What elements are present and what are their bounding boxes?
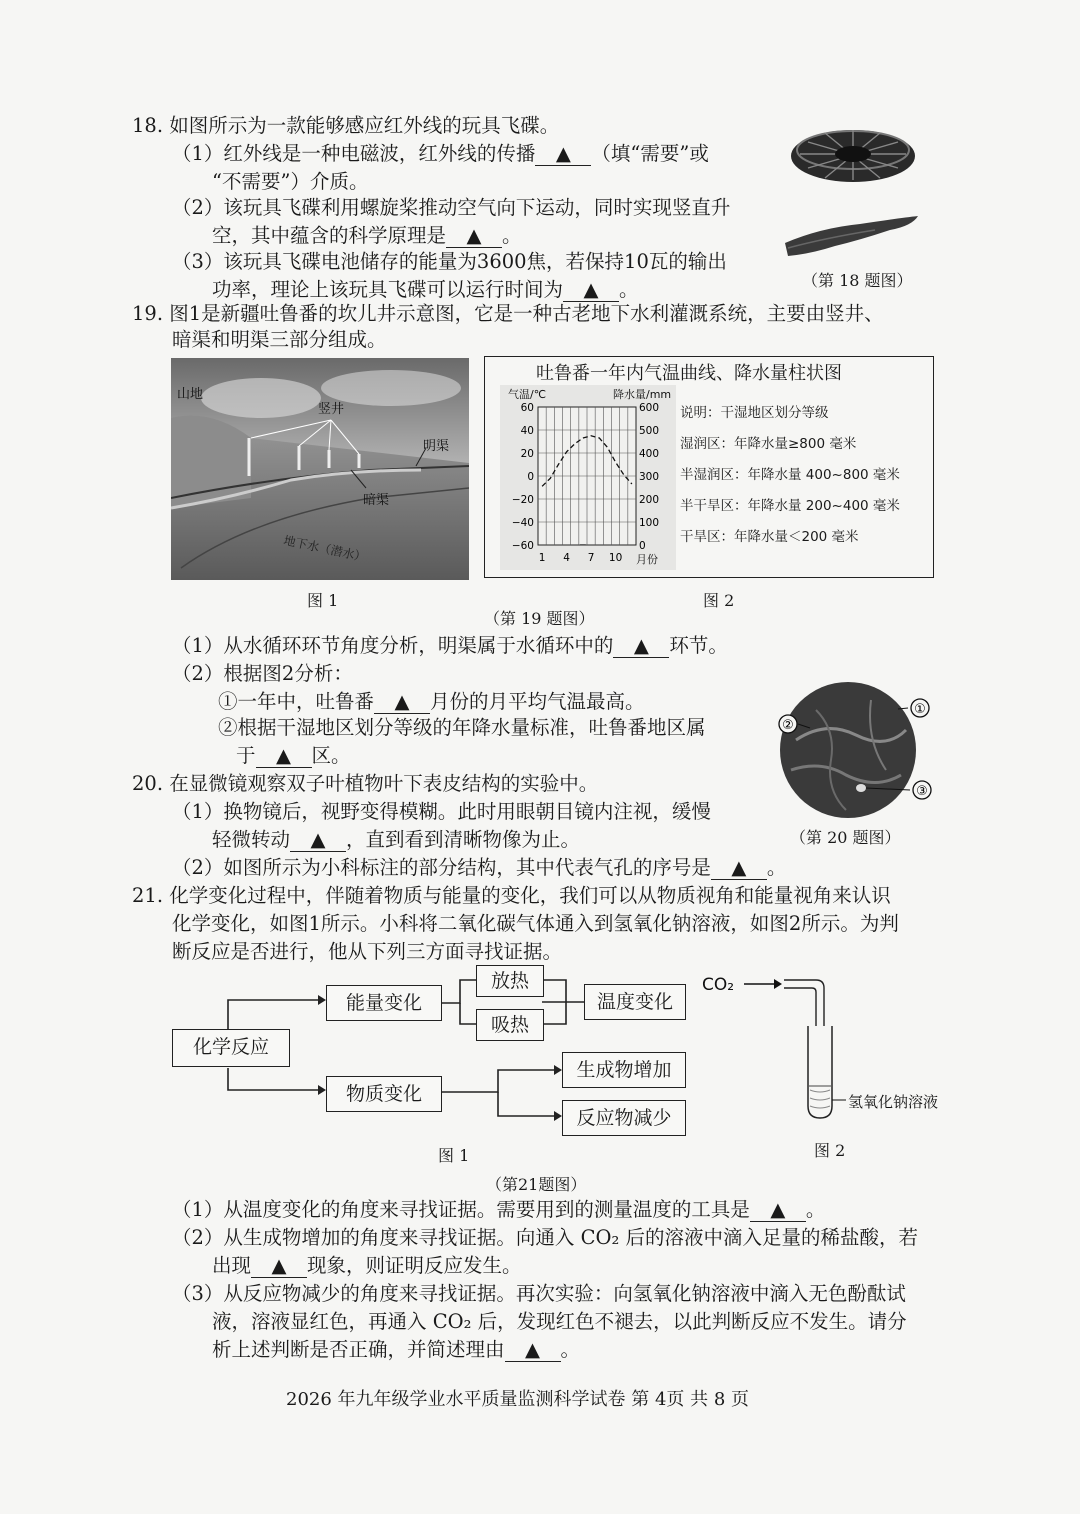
heat-absorb-box: 吸热: [476, 1009, 544, 1041]
q20-part1: （1）换物镜后，视野变得模糊。此时用眼朝目镜内注视，缓慢: [172, 800, 711, 823]
q19-stem: 19. 图1是新疆吐鲁番的坎儿井示意图，它是一种古老地下水利灌溉系统，主要由竖井、: [132, 302, 884, 325]
answer-blank[interactable]: ▲: [711, 857, 767, 880]
matter-change-box: 物质变化: [326, 1076, 442, 1112]
precip-bar: [580, 544, 586, 545]
q18-part3-cont: 功率，理论上该玩具飞碟可以运行时间为 ▲ 。: [212, 278, 639, 301]
marker-1: ①: [914, 702, 926, 717]
chart-title: 吐鲁番一年内气温曲线、降水量柱状图: [536, 363, 842, 384]
temp-tick-label: −40: [511, 517, 534, 529]
temp-tick-label: 40: [520, 425, 534, 437]
q19-part2-2-cont: 于 ▲ 区。: [236, 744, 351, 767]
answer-blank[interactable]: ▲: [750, 1199, 806, 1222]
chemical-reaction-box: 化学反应: [172, 1029, 290, 1067]
q20-part2: （2）如图所示为小科标注的部分结构，其中代表气孔的序号是 ▲ 。: [172, 856, 787, 879]
heat-release-box: 放热: [476, 965, 544, 997]
answer-blank[interactable]: ▲: [613, 635, 669, 658]
q19-part2-1: ①一年中，吐鲁番 ▲ 月份的月平均气温最高。: [218, 690, 645, 713]
month-tick-label: 10: [608, 552, 623, 564]
precip-tick-label: 500: [639, 425, 660, 437]
answer-blank[interactable]: ▲: [256, 745, 312, 768]
precip-tick-label: 100: [639, 517, 660, 529]
q21-stem: 21. 化学变化过程中，伴随着物质与能量的变化，我们可以从物质视角和能量视角来认识: [132, 884, 891, 907]
karez-diagram: [171, 358, 469, 580]
climate-chart: [500, 385, 676, 570]
answer-blank[interactable]: ▲: [374, 691, 430, 714]
marker-3: ③: [916, 784, 928, 799]
q18-part2-cont: 空，其中蕴含的科学原理是 ▲ 。: [212, 224, 522, 247]
page-footer: 2026 年九年级学业水平质量监测科学试卷 第 4页 共 8 页: [286, 1389, 750, 1410]
groundwater-label: 地下水（潜水）: [282, 533, 368, 565]
answer-blank[interactable]: ▲: [535, 143, 591, 166]
q18-part2: （2）该玩具飞碟利用螺旋桨推动空气向下运动，同时实现竖直升: [172, 196, 731, 219]
climate-notes: [680, 398, 900, 553]
precip-tick-label: 200: [639, 494, 660, 506]
note-humid: 湿润区：年降水量≥800 毫米: [680, 436, 857, 452]
q19-fig2-caption: 图 2: [703, 591, 735, 610]
open-channel-label: 明渠: [423, 439, 450, 454]
note-semiarid: 半干旱区：年降水量 200~400 毫米: [680, 498, 900, 514]
answer-blank[interactable]: ▲: [563, 279, 619, 302]
precip-tick-label: 400: [639, 448, 660, 460]
q19-part2: （2）根据图2分析：: [172, 662, 353, 685]
note-arid: 干旱区：年降水量＜200 毫米: [680, 529, 859, 545]
temp-tick-label: −60: [511, 540, 534, 552]
note-title: 说明：干湿地区划分等级: [680, 405, 829, 421]
product-increase-box: 生成物增加: [562, 1052, 686, 1088]
answer-blank[interactable]: ▲: [446, 225, 502, 248]
q18-caption: （第 18 题图）: [802, 271, 913, 290]
temp-axis-label: 气温/℃: [508, 388, 547, 401]
q18-part3: （3）该玩具飞碟电池储存的能量为3600焦，若保持10瓦的输出: [172, 250, 727, 273]
energy-change-box: 能量变化: [326, 985, 442, 1021]
shaft-label: 竖井: [318, 402, 345, 417]
precip-tick-label: 0: [639, 540, 646, 552]
q21-fig1-caption: 图 1: [438, 1146, 470, 1165]
month-unit: 月份: [636, 553, 658, 566]
answer-blank[interactable]: ▲: [290, 829, 346, 852]
ufo-toy-image: [780, 118, 930, 268]
q18-stem: 18. 如图所示为一款能够感应红外线的玩具飞碟。: [132, 114, 560, 137]
temp-tick-label: 0: [527, 471, 534, 483]
mountain-label: 山地: [177, 387, 204, 402]
marker-2: ②: [782, 718, 794, 733]
co2-label: CO₂: [702, 975, 735, 995]
q20-caption: （第 20 题图）: [790, 828, 901, 847]
q19-fig1-caption: 图 1: [307, 591, 339, 610]
note-semihumid: 半湿润区：年降水量 400~800 毫米: [680, 467, 900, 483]
temp-tick-label: 60: [520, 402, 534, 414]
q21-stem-cont2: 断反应是否进行，他从下列三方面寻找证据。: [172, 940, 563, 963]
answer-blank[interactable]: ▲: [251, 1255, 307, 1278]
test-tube-apparatus: [700, 968, 960, 1128]
q19-caption: （第 19 题图）: [484, 609, 595, 628]
chart-grid: [538, 407, 636, 545]
naoh-solution-label: 氢氧化钠溶液: [848, 1093, 939, 1111]
q19-part1: （1）从水循环环节角度分析，明渠属于水循环中的 ▲ 环节。: [172, 634, 728, 657]
q21-part2-cont: 出现 ▲ 现象，则证明反应发生。: [212, 1254, 522, 1277]
q19-part2-2: ②根据干湿地区划分等级的年降水量标准，吐鲁番地区属: [218, 716, 706, 739]
month-tick-label: 4: [563, 552, 570, 564]
precip-tick-label: 600: [639, 402, 660, 414]
q21-caption: （第21题图）: [486, 1175, 587, 1194]
microscope-view: [776, 680, 936, 820]
precip-tick-label: 300: [639, 471, 660, 483]
month-tick-label: 7: [587, 552, 595, 564]
q21-part3-cont: 液，溶液显红色，再通入 CO₂ 后，发现红色不褪去，以此判断反应不发生。请分: [212, 1310, 907, 1333]
temperature-change-box: 温度变化: [584, 984, 686, 1020]
q21-fig2-caption: 图 2: [814, 1141, 846, 1160]
temp-tick-label: −20: [511, 494, 534, 506]
q21-part2: （2）从生成物增加的角度来寻找证据。向通入 CO₂ 后的溶液中滴入足量的稀盐酸，若: [172, 1226, 919, 1249]
q21-stem-cont: 化学变化，如图1所示。小科将二氧化碳气体通入到氢氧化钠溶液，如图2所示。为判: [172, 912, 899, 935]
q19-stem-cont: 暗渠和明渠三部分组成。: [172, 328, 387, 351]
q18-part1-cont: “不需要”）介质。: [212, 170, 369, 193]
q21-part1: （1）从温度变化的角度来寻找证据。需要用到的测量温度的工具是 ▲ 。: [172, 1198, 826, 1221]
q21-part3-cont2: 析上述判断是否正确，并简述理由 ▲ 。: [212, 1338, 581, 1361]
q21-part3: （3）从反应物减少的角度来寻找证据。再次实验：向氢氧化钠溶液中滴入无色酚酞试: [172, 1282, 906, 1305]
q18-part1: （1）红外线是一种电磁波，红外线的传播 ▲ （填“需要”或: [172, 142, 709, 165]
q20-part1-cont: 轻微转动 ▲ ，直到看到清晰物像为止。: [212, 828, 581, 851]
month-tick-label: 1: [538, 552, 546, 564]
precip-axis-label: 降水量/mm: [613, 388, 672, 401]
answer-blank[interactable]: ▲: [505, 1339, 561, 1362]
reactant-decrease-box: 反应物减少: [562, 1100, 686, 1136]
hidden-channel-label: 暗渠: [363, 493, 390, 508]
q20-stem: 20. 在显微镜观察双子叶植物叶下表皮结构的实验中。: [132, 772, 599, 795]
temp-tick-label: 20: [520, 448, 534, 460]
